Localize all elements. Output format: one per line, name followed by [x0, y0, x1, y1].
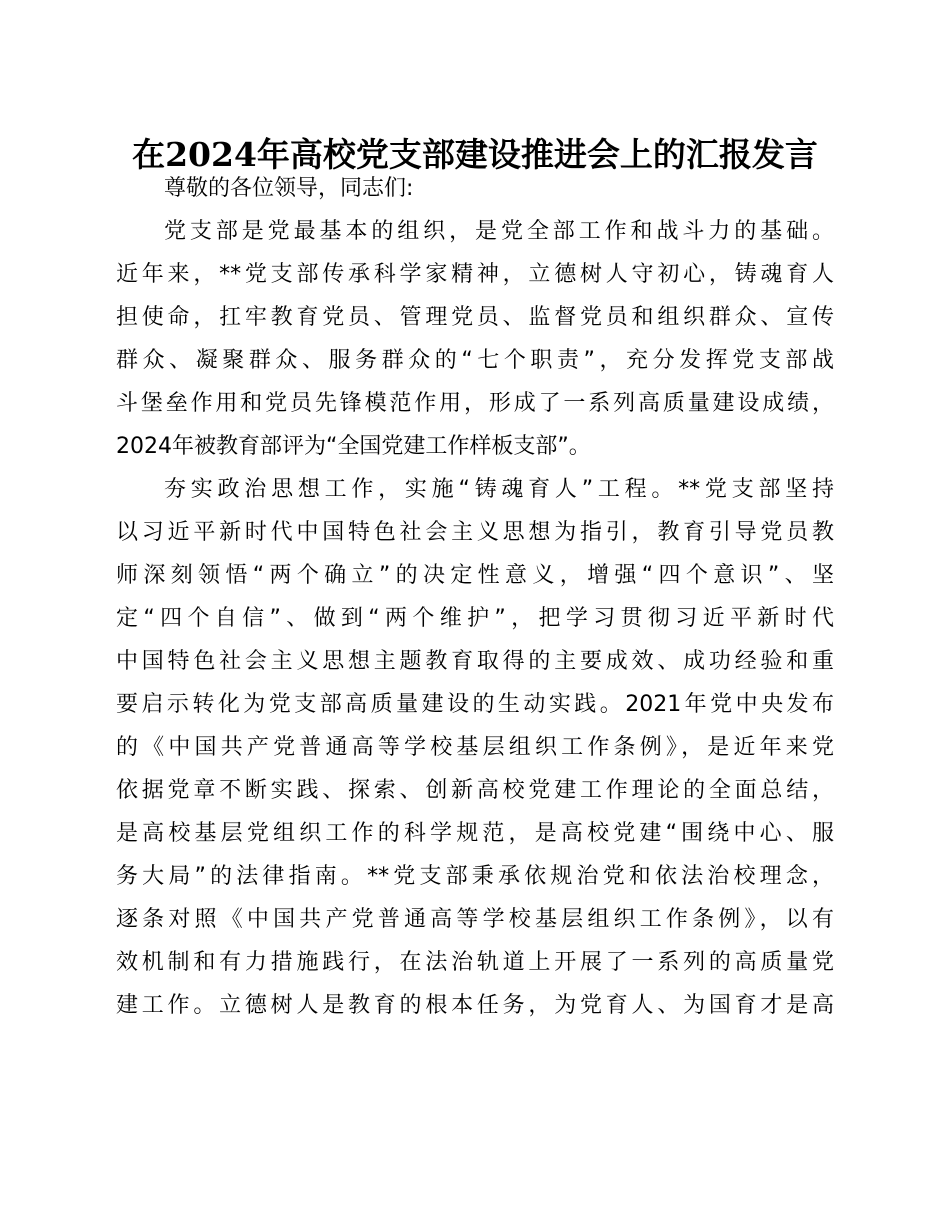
body-line: 2024年被教育部评为“全国党建工作样板支部”。 [116, 434, 591, 459]
body-line: 依据党章不断实践、探索、创新高校党建工作理论的全面总结， [116, 778, 834, 803]
body-line: 中国特色社会主义思想主题教育取得的主要成效、成功经验和重 [116, 649, 834, 674]
body-line: 定“四个自信”、做到“两个维护”，把学习贯彻习近平新时代 [116, 606, 834, 631]
body-line: 务大局”的法律指南。**党支部秉承依规治党和依法治校理念， [116, 864, 834, 889]
body-line: 群众、凝聚群众、服务群众的“七个职责”，充分发挥党支部战 [116, 348, 834, 373]
body-line: 师深刻领悟“两个确立”的决定性意义，增强“四个意识”、坚 [116, 563, 834, 588]
body-line: 尊敬的各位领导，同志们: [164, 176, 414, 201]
body-line: 斗堡垒作用和党员先锋模范作用，形成了一系列高质量建设成绩， [116, 391, 834, 416]
body-line: 逐条对照《中国共产党普通高等学校基层组织工作条例》，以有 [116, 907, 834, 932]
body-line: 效机制和有力措施践行，在法治轨道上开展了一系列的高质量党 [116, 950, 834, 975]
body-line: 的《中国共产党普通高等学校基层组织工作条例》，是近年来党 [116, 735, 834, 760]
body-line: 是高校基层党组织工作的科学规范，是高校党建“围绕中心、服 [116, 821, 834, 846]
body-line: 担使命，扛牢教育党员、管理党员、监督党员和组织群众、宣传 [116, 305, 834, 330]
document-title: 在2024年高校党支部建设推进会上的汇报发言 [132, 135, 818, 174]
body-line: 以习近平新时代中国特色社会主义思想为指引，教育引导党员教 [116, 520, 834, 545]
body-line: 建工作。立德树人是教育的根本任务，为党育人、为国育才是高 [116, 993, 834, 1018]
body-line: 要启示转化为党支部高质量建设的生动实践。2021年党中央发布 [116, 692, 834, 717]
body-line: 夯实政治思想工作，实施“铸魂育人”工程。**党支部坚持 [164, 477, 834, 502]
body-line: 党支部是党最基本的组织，是党全部工作和战斗力的基础。 [164, 219, 834, 244]
body-line: 近年来，**党支部传承科学家精神，立德树人守初心，铸魂育人 [116, 262, 834, 287]
